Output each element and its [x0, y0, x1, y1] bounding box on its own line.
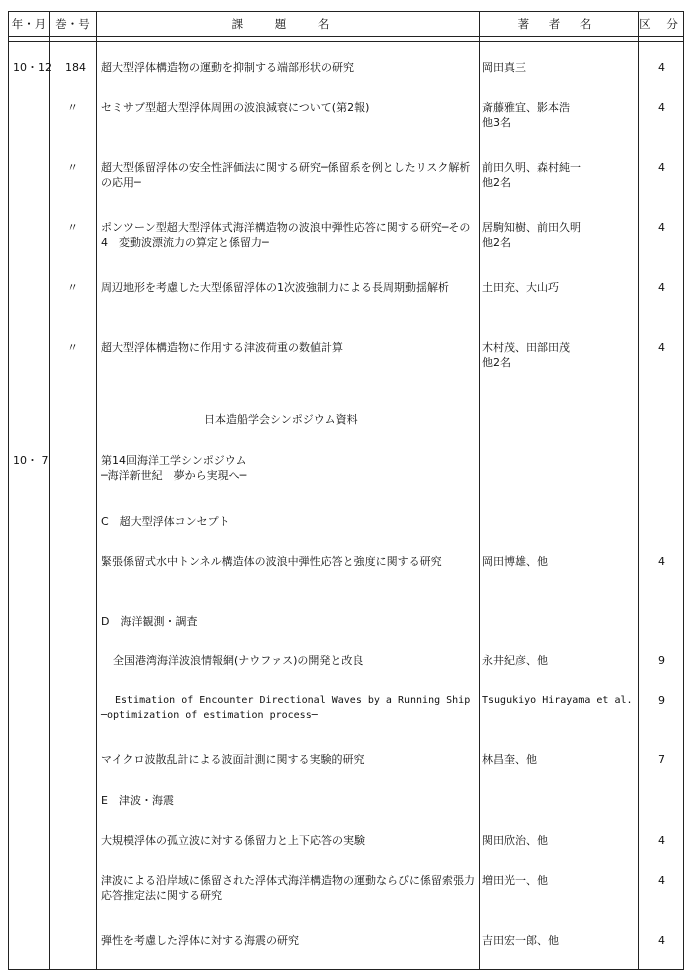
row-volume: 〃 [67, 221, 78, 234]
row-title: マイクロ波散乱計による波面計測に関する実験的研究 [101, 753, 365, 766]
row-category: 4 [658, 834, 665, 847]
row-title: 津波による沿岸域に係留された浮体式海洋構造物の運動ならびに係留索張力応答推定法に関する研究 [101, 874, 475, 902]
row-category: 4 [658, 874, 665, 887]
row-title: D 海洋観測・調査 [101, 615, 198, 628]
row-title: 弾性を考慮した浮体に対する海震の研究 [101, 934, 299, 947]
column-divider [96, 12, 97, 969]
row-author: 林昌奎、他 [482, 753, 537, 766]
header-volume-no: 巻・号 [55, 17, 90, 31]
column-divider [479, 12, 480, 969]
row-author: 木村茂、田部田茂 他2名 [482, 341, 570, 369]
row-author: 岡田博雄、他 [482, 555, 548, 568]
row-title: 大規模浮体の孤立波に対する係留力と上下応答の実験 [101, 834, 365, 847]
row-volume: 〃 [67, 101, 78, 114]
row-author: 増田光一、他 [482, 874, 548, 887]
row-category: 4 [658, 61, 665, 74]
row-volume: 〃 [67, 341, 78, 354]
row-title: Estimation of Encounter Directional Waves by a Running Ship ─optimization of estimation process─ [101, 695, 471, 721]
row-date: 10・ 7 [13, 454, 49, 467]
row-title: C 超大型浮体コンセプト [101, 515, 230, 528]
row-title: 超大型浮体構造物の運動を抑制する端部形状の研究 [101, 61, 354, 74]
row-category: 4 [658, 555, 665, 568]
row-title: 周辺地形を考慮した大型係留浮体の1次波強制力による長周期動揺解析 [101, 281, 449, 294]
row-title: 超大型浮体構造物に作用する津波荷重の数値計算 [101, 341, 343, 354]
row-category: 4 [658, 281, 665, 294]
column-divider [638, 12, 639, 969]
row-category: 4 [658, 221, 665, 234]
header-author: 著 者 名 [517, 17, 600, 31]
header-divider [9, 36, 683, 37]
row-title: 全国港湾海洋波浪情報網(ナウファス)の開発と改良 [113, 654, 364, 667]
row-title: E 津波・海震 [101, 794, 174, 807]
row-title: 第14回海洋工学シンポジウム ─海洋新世紀 夢から実現へ─ [101, 454, 247, 482]
row-category: 9 [658, 654, 665, 667]
row-category: 4 [658, 934, 665, 947]
row-author: 居駒知樹、前田久明 他2名 [482, 221, 581, 249]
header-title: 課 題 名 [231, 17, 344, 31]
row-title: セミサブ型超大型浮体周囲の波浪減衰について(第2報) [101, 101, 370, 114]
row-title: ポンツーン型超大型浮体式海洋構造物の波浪中弾性応答に関する研究─その4 変動波漂流力の算定と係留力─ [101, 221, 471, 249]
column-divider [49, 12, 50, 969]
row-date: 10・12 [13, 61, 52, 74]
row-volume: 184 [65, 61, 86, 74]
row-title: 超大型係留浮体の安全性評価法に関する研究─係留系を例としたリスク解析の応用─ [101, 161, 471, 189]
document-table [8, 11, 684, 970]
row-author: Tsugukiyo Hirayama et al. [482, 695, 633, 706]
row-author: 岡田真三 [482, 61, 526, 74]
row-author: 永井紀彦、他 [482, 654, 548, 667]
row-author: 前田久明、森村純一 他2名 [482, 161, 581, 189]
row-author: 土田充、大山巧 [482, 281, 559, 294]
header-year-month: 年・月 [11, 17, 47, 31]
row-author: 吉田宏一郎、他 [482, 934, 559, 947]
section-heading: 日本造船学会シンポジウム資料 [204, 413, 358, 426]
row-author: 関田欣治、他 [482, 834, 548, 847]
row-category: 7 [658, 753, 665, 766]
header-divider [9, 41, 683, 42]
row-title: 緊張係留式水中トンネル構造体の波浪中弾性応答と強度に関する研究 [101, 555, 442, 568]
row-author: 斎藤雅宜、影本浩 他3名 [482, 101, 570, 129]
row-category: 9 [658, 694, 665, 707]
row-category: 4 [658, 161, 665, 174]
row-volume: 〃 [67, 281, 78, 294]
row-category: 4 [658, 101, 665, 114]
header-category: 区 分 [639, 17, 684, 31]
row-volume: 〃 [67, 161, 78, 174]
row-category: 4 [658, 341, 665, 354]
